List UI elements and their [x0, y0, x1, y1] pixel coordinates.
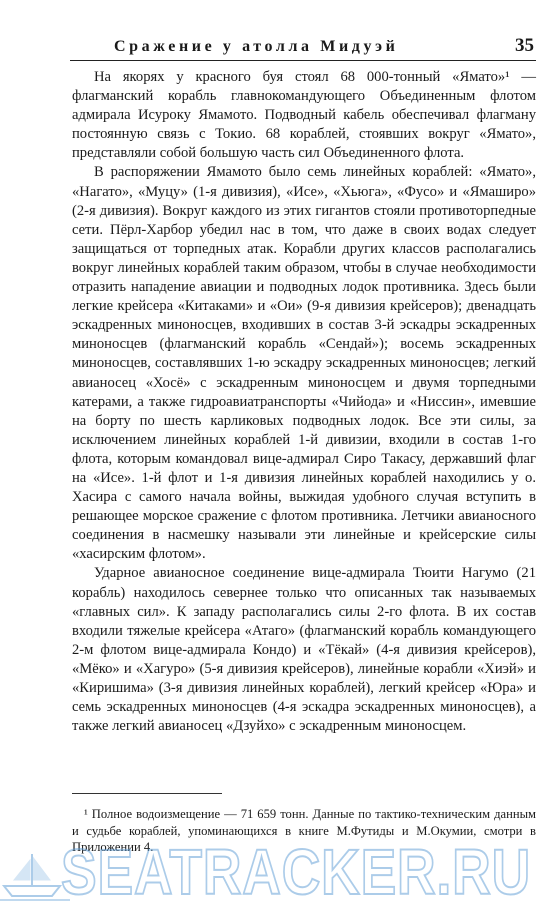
header-rule [70, 60, 536, 61]
watermark-text: SEATRACKER.RU [61, 836, 531, 905]
paragraph-3: Ударное авианосное соединение вице-адмирала Тюити Нагумо (21 корабль) находилось севернее только что описанных так называемых «главных сил». К западу располагались силы 2-го флота. В их состав входили тяжелые крейсера «Атаго» (флагманский корабль командующего 2-м флотом вице-адмирала Кондо) и «Тёкай» (4-я дивизия крейсеров), «Мёко» и «Хагуро» (5-я дивизия крейсеров), линейные корабли «Хиэй» и «Киришима» (3-я дивизия линейных кораблей), легкий крейсер «Юра» и семь эскадренных миноносцев (4-я эскадра эскадренных миноносцев), а также легкий авианосец «Дзуйхо» с эскадренным миноносцем. [72, 565, 536, 735]
footnote-rule [72, 793, 222, 794]
page-number: 35 [515, 35, 534, 56]
watermark-ship-icon [0, 854, 70, 900]
paragraph-2: В распоряжении Ямамото было семь линейных кораблей: «Ямато», «Нагато», «Муцу» (1-я дивизия), «Исе», «Хьюга», «Фусо» и «Ямаширо» (2-я дивизия). Вокруг каждого из этих гигантов стояли противоторпедные сети. Пёрл-Харбор убедил нас в том, что даже в своих водах следует защищаться от торпедных атак. Корабли других классов располагались вокруг линейных кораблей таким образом, чтобы в случае необходимости отразить нападение авиации и подводных лодок противника. Здесь были легкие крейсера «Китаками» и «Ои» (9-я дивизия крейсеров); двенадцать эскадренных миноносцев, входивших в состав 3-й эскадры эскадренных миноносцев (флагманский корабль «Сендай»); восемь эскадренных миноносцев, составлявших 1-ю эскадру эскадренных миноносцев; легкий авианосец «Хосё» с эскадренным миноносцем и двумя торпедными катерами, а также гидроавиатранспорты «Чийода» и «Ниссин», имевшие на борту по шесть карликовых подводных лодок. Все эти силы, за исключением линейных кораблей 1-й дивизии, входили в состав 1-го флота, которым командовал вице-адмирал Сиро Такасу, державший флаг на «Исе». 1-й флот и 1-я дивизия линейных кораблей находились у о. Хасира с самого начала войны, выжидая удобного случая вступить в решающее морское сражение с флотом противника. Летчики авианосного соединения в насмешку называли эти линейные и крейсерские силы «хасирским флотом». [72, 164, 536, 563]
running-title: Сражение у атолла Мидуэй [114, 38, 399, 55]
page-header [70, 34, 536, 64]
body-text [72, 68, 536, 736]
footnote [72, 806, 536, 856]
footnote-text: ¹ Полное водоизмещение — 71 659 тонн. Данные по тактико-техническим данным и судьбе кораблей, упоминающихся в книге М.Футиды и М.Окумии, смотри в Приложении 4. [72, 807, 536, 855]
paragraph-1: На якорях у красного буя стоял 68 000-тонный «Ямато»¹ — флагманский корабль главнокомандующего Объединенным флотом адмирала Исуроку Ямамото. Подводный кабель обеспечивал флагману постоянную связь с Токио. 68 кораблей, стоявших вокруг «Ямато», представляли собой большую часть сил Объединенного флота. [72, 69, 536, 162]
